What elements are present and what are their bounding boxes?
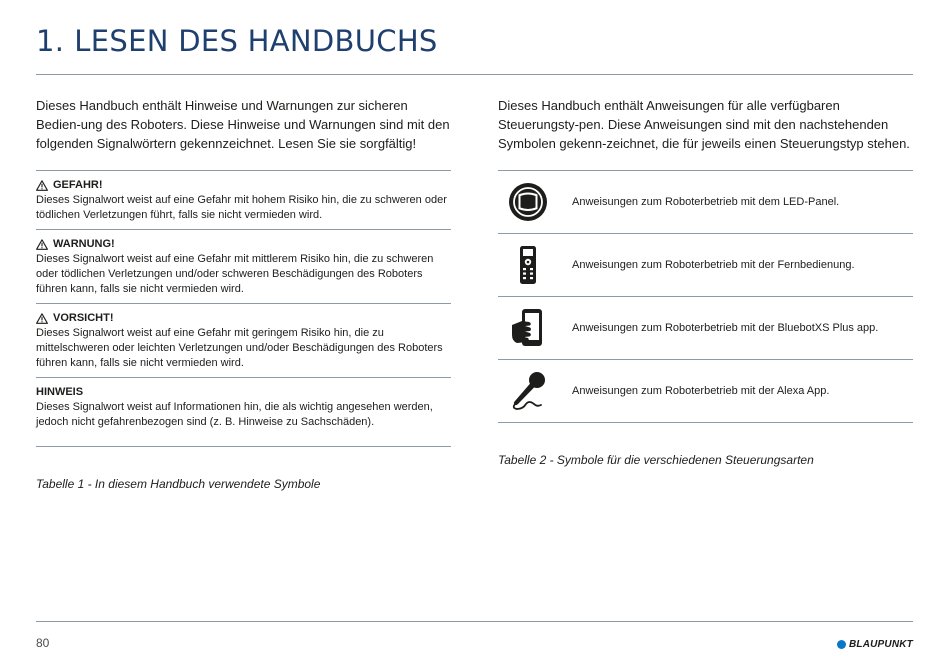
- remote-control-icon: [508, 245, 548, 285]
- control-type-description: Anweisungen zum Roboterbetrieb mit dem LED-Panel.: [572, 196, 840, 208]
- warning-icon: [36, 313, 48, 324]
- signal-word-description: Dieses Signalwort weist auf Informationen hin, die als wichtig angesehen werden, jedoch nicht gefahrenbezogen sind (z. B. Hinweise zu Sachschäden).: [36, 401, 433, 428]
- control-type-description: Anweisungen zum Roboterbetrieb mit der Fernbedienung.: [572, 259, 855, 271]
- signal-words-table: [36, 170, 451, 447]
- signal-word-label: WARNUNG!: [53, 238, 115, 250]
- header-divider: [36, 74, 913, 75]
- table-caption-right: Tabelle 2 - Symbole für die verschiedenen Steuerungsarten: [498, 453, 814, 467]
- brand-name: BLAUPUNKT: [848, 639, 913, 650]
- signal-word-description: Dieses Signalwort weist auf eine Gefahr mit mittlerem Risiko hin, die zu schweren oder tödlichen Verletzungen und/oder schweren Beschädigungen des Roboters führen kann, falls sie nicht vermieden wird.: [36, 253, 434, 295]
- robot-led-panel-icon: [508, 182, 548, 222]
- table-row: [36, 230, 451, 304]
- signal-word-label: GEFAHR!: [53, 179, 103, 191]
- signal-words-column: [36, 96, 451, 491]
- table-row: [36, 378, 451, 447]
- signal-word-label: HINWEIS: [36, 386, 84, 398]
- signal-word-description: Dieses Signalwort weist auf eine Gefahr mit hohem Risiko hin, die zu schweren oder tödlichen Verletzungen führt, falls sie nicht vermieden wird.: [36, 194, 447, 221]
- table-row: [498, 171, 913, 234]
- microphone-icon: [508, 371, 548, 411]
- table-caption-left: Tabelle 1 - In diesem Handbuch verwendete Symbole: [36, 477, 321, 491]
- control-type-description: Anweisungen zum Roboterbetrieb mit der Alexa App.: [572, 385, 830, 397]
- warning-icon: [36, 239, 48, 250]
- table-row: [498, 360, 913, 423]
- signal-word-description: Dieses Signalwort weist auf eine Gefahr mit geringem Risiko hin, die zu mittelschweren oder leichten Verletzungen und/oder Beschädigungen des Roboters führen kann, falls sie nicht vermieden wird.: [36, 327, 443, 369]
- intro-text-right: Dieses Handbuch enthält Anweisungen für alle verfügbaren Steuerungsty-pen. Diese Anweisungen sind mit den nachstehenden Symbolen gekenn-zeichnet, die für jeweils einen Steuerungstyp stehen.: [498, 98, 910, 151]
- control-type-description: Anweisungen zum Roboterbetrieb mit der BluebotXS Plus app.: [572, 322, 879, 334]
- smartphone-hand-icon: [508, 308, 548, 348]
- brand-dot-icon: [837, 640, 846, 649]
- control-symbols-table: [498, 170, 913, 423]
- table-row: [36, 171, 451, 230]
- table-row: [36, 304, 451, 378]
- brand-logo: [837, 639, 913, 650]
- footer-divider: [36, 621, 913, 622]
- section-title: LESEN DES HANDBUCHS: [74, 24, 438, 58]
- warning-icon: [36, 180, 48, 191]
- table-row: [498, 234, 913, 297]
- page-number: 80: [36, 636, 50, 650]
- section-number: 1.: [36, 24, 65, 58]
- intro-text-left: Dieses Handbuch enthält Hinweise und Warnungen zur sicheren Bedien-ung des Roboters. Diese Hinweise und Warnungen sind mit den folgenden Signalwörtern gekennzeichnet. Lesen Sie sie sorgfältig!: [36, 98, 450, 151]
- signal-word-label: VORSICHT!: [53, 312, 114, 324]
- page-title: [36, 24, 438, 58]
- control-types-column: [498, 96, 913, 467]
- table-row: [498, 297, 913, 360]
